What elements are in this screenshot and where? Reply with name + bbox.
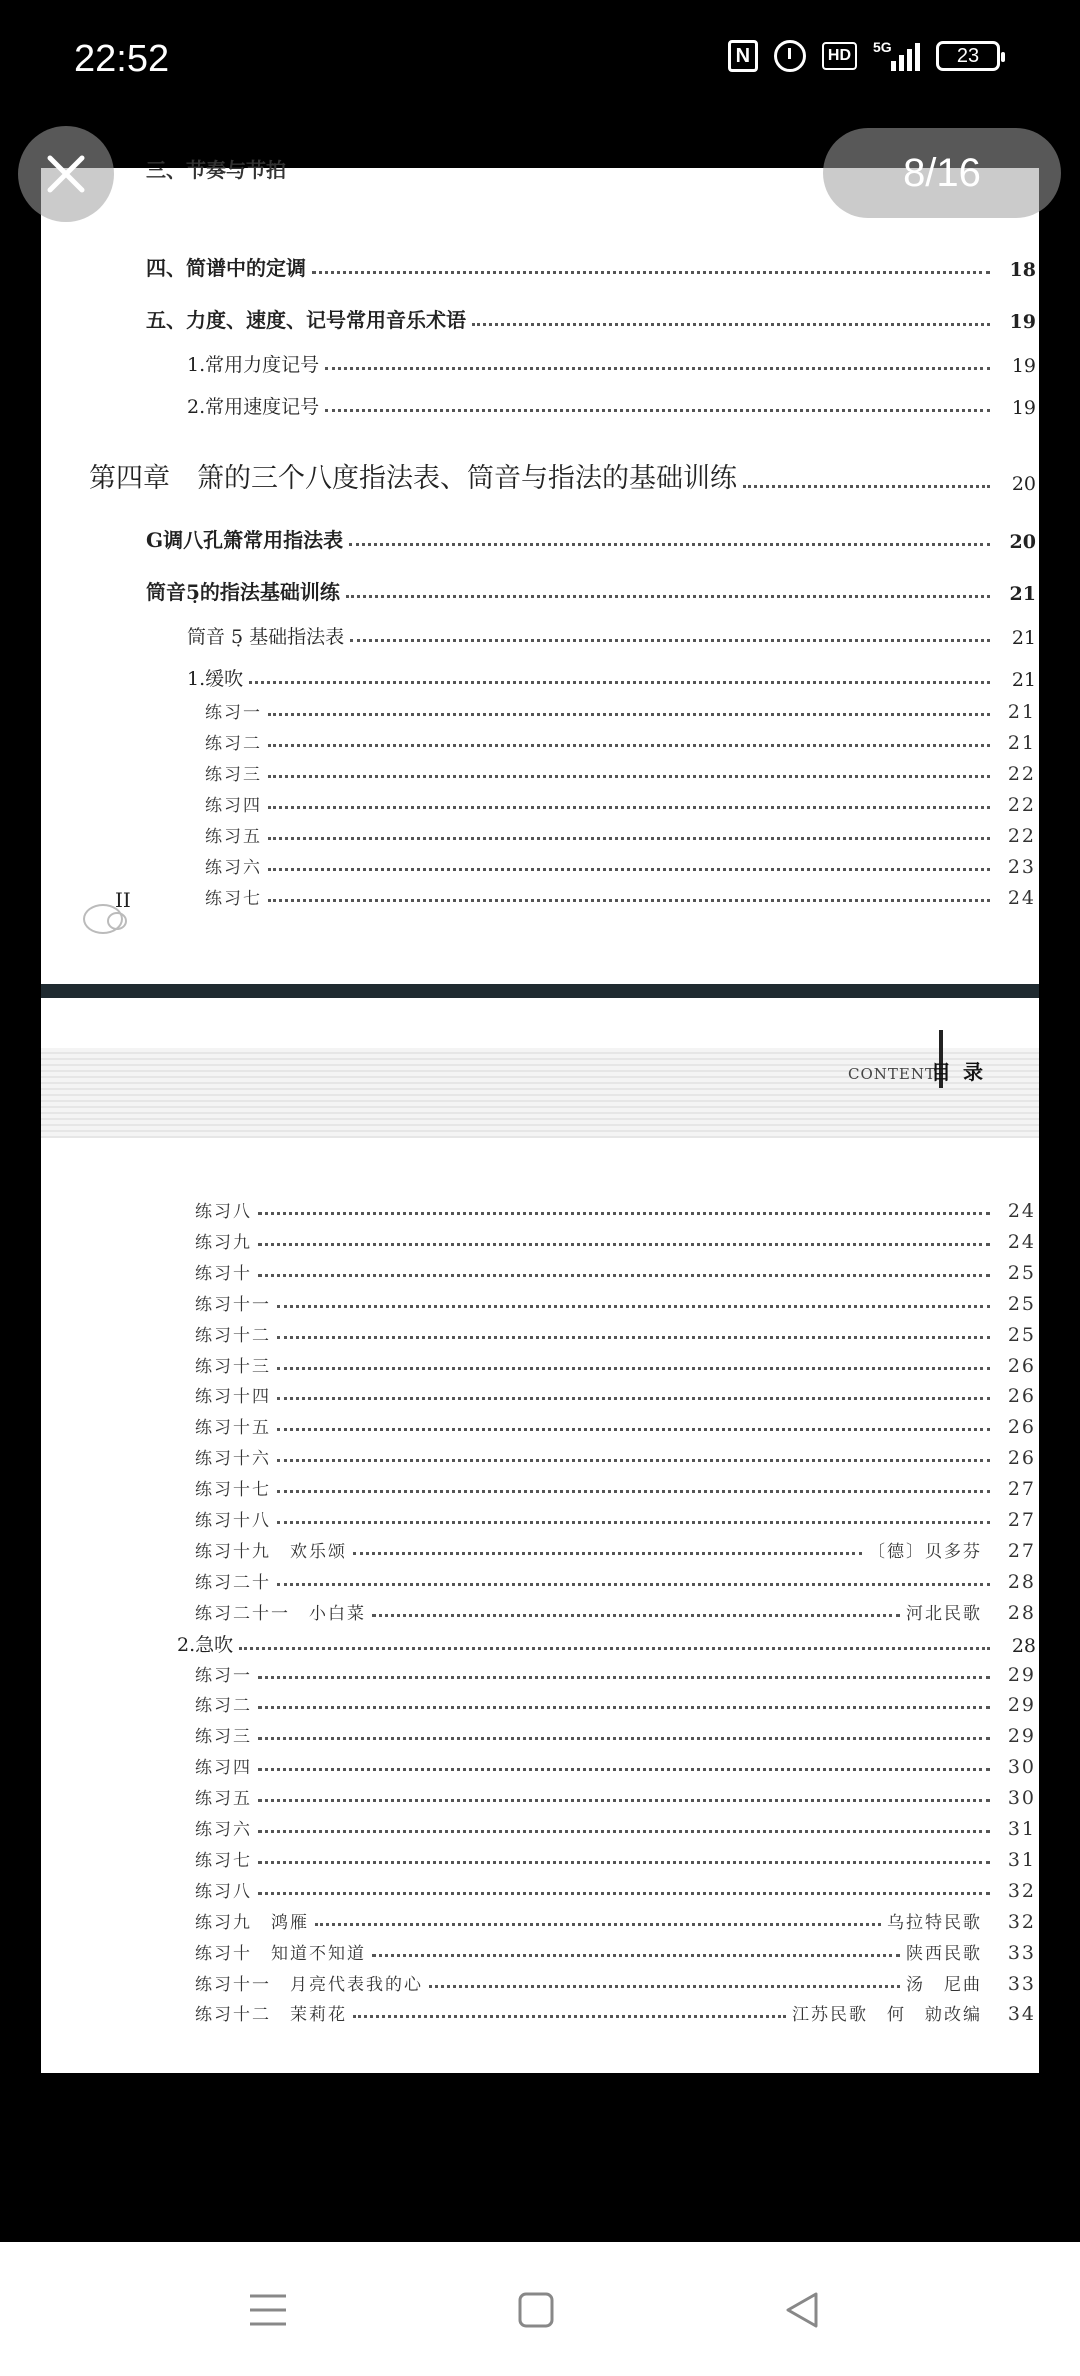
ornament-icon — [107, 912, 127, 930]
close-button[interactable] — [18, 126, 114, 222]
toc-exercise: 练习十 知道不知道 陕西民歌 33 — [195, 1939, 1036, 1964]
home-icon — [516, 2290, 556, 2330]
toc-entry: G调八孔箫常用指法表 20 — [146, 528, 1036, 553]
toc-exercise: 练习八 24 — [195, 1200, 1036, 1222]
document-viewer[interactable] — [0, 120, 1080, 2073]
document-page — [41, 998, 1039, 2073]
toc-entry: 2.急吹 28 — [177, 1634, 1036, 1657]
toc-entry: 1.缓吹 21 — [187, 668, 1036, 691]
toc-entry: 筒音5̣的指法基础训练 21 — [146, 580, 1036, 605]
toc-exercise: 练习三 22 — [205, 763, 1036, 785]
page-number-text: II — [115, 888, 131, 912]
navigation-bar — [0, 2242, 1080, 2376]
toc-exercise: 练习十八 27 — [195, 1509, 1036, 1531]
toc-credit: 汤 尼曲 — [906, 1975, 982, 1995]
home-button[interactable] — [506, 2282, 566, 2338]
hd-icon: HD — [822, 42, 857, 70]
status-bar — [0, 0, 1080, 120]
battery-icon: 23 — [936, 41, 1000, 71]
toc-exercise: 练习六 23 — [205, 856, 1036, 878]
toc-exercise: 练习七 31 — [195, 1849, 1036, 1871]
toc-exercise: 练习十一 月亮代表我的心 汤 尼曲 33 — [195, 1970, 1036, 1995]
toc-exercise: 练习三 29 — [195, 1725, 1036, 1747]
status-icons — [728, 40, 1000, 72]
menu-icon — [246, 2290, 290, 2330]
toc-exercise: 练习五 22 — [205, 825, 1036, 847]
close-icon — [44, 152, 88, 196]
back-icon — [782, 2290, 822, 2330]
toc-exercise: 练习十一 25 — [195, 1293, 1036, 1315]
toc-heading-cut: 三、节奏与节拍 — [146, 158, 286, 182]
page-header — [41, 1048, 1039, 1138]
alarm-icon — [774, 40, 806, 72]
toc-entry: 四、简谱中的定调 18 — [146, 256, 1036, 281]
toc-exercise: 练习十 25 — [195, 1262, 1036, 1284]
toc-exercise: 练习十四 26 — [195, 1385, 1036, 1407]
header-title: 目录 — [931, 1060, 995, 1084]
network-type: 5G — [873, 39, 892, 55]
toc-credit: 陕西民歌 — [906, 1944, 982, 1964]
toc-credit: 乌拉特民歌 — [887, 1913, 982, 1933]
signal-icon — [873, 41, 920, 71]
toc-exercise: 练习十七 27 — [195, 1478, 1036, 1500]
toc-exercise: 练习七 24 — [205, 887, 1036, 909]
back-button[interactable] — [772, 2282, 832, 2338]
toc-exercise: 练习九 鸿雁 乌拉特民歌 32 — [195, 1908, 1036, 1933]
toc-exercise: 练习二 21 — [205, 732, 1036, 754]
toc-credit: 〔德〕贝多芬 — [868, 1542, 982, 1562]
toc-entry: 筒音 5̣ 基础指法表 21 — [187, 626, 1036, 649]
header-content-label: CONTENT — [848, 1065, 936, 1083]
toc-chapter: 第四章 箫的三个八度指法表、筒音与指法的基础训练 20 — [89, 463, 1036, 495]
toc-exercise: 练习四 22 — [205, 794, 1036, 816]
toc-exercise: 练习五 30 — [195, 1787, 1036, 1809]
toc-exercise: 练习八 32 — [195, 1880, 1036, 1902]
toc-credit: 河北民歌 — [906, 1604, 982, 1624]
toc-entry: 1.常用力度记号 19 — [187, 354, 1036, 377]
toc-entry: 五、力度、速度、记号常用音乐术语 19 — [146, 308, 1036, 333]
toc-exercise: 练习九 24 — [195, 1231, 1036, 1253]
toc-exercise: 练习一 21 — [205, 701, 1036, 723]
page-number — [63, 888, 143, 938]
toc-exercise: 练习十二 茉莉花 江苏民歌 何 勍改编 34 — [195, 2000, 1036, 2025]
toc-entry: 2.常用速度记号 19 — [187, 396, 1036, 419]
nfc-icon: N — [728, 40, 758, 72]
toc-exercise: 练习十二 25 — [195, 1324, 1036, 1346]
page-divider — [41, 984, 1039, 998]
toc-exercise: 练习二 29 — [195, 1694, 1036, 1716]
page-counter: 8/16 — [823, 128, 1061, 218]
toc-exercise: 练习十五 26 — [195, 1416, 1036, 1438]
toc-exercise: 练习四 30 — [195, 1756, 1036, 1778]
toc-credit: 江苏民歌 何 勍改编 — [792, 2005, 982, 2025]
toc-exercise: 练习十三 26 — [195, 1355, 1036, 1377]
status-time: 22:52 — [74, 38, 170, 80]
toc-exercise: 练习二十一 小白菜 河北民歌 28 — [195, 1599, 1036, 1624]
toc-exercise: 练习二十 28 — [195, 1571, 1036, 1593]
document-page — [41, 158, 1039, 984]
toc-exercise: 练习十九 欢乐颂 〔德〕贝多芬 27 — [195, 1537, 1036, 1562]
toc-exercise: 练习一 29 — [195, 1664, 1036, 1686]
toc-exercise: 练习六 31 — [195, 1818, 1036, 1840]
menu-button[interactable] — [238, 2282, 298, 2338]
toc-exercise: 练习十六 26 — [195, 1447, 1036, 1469]
